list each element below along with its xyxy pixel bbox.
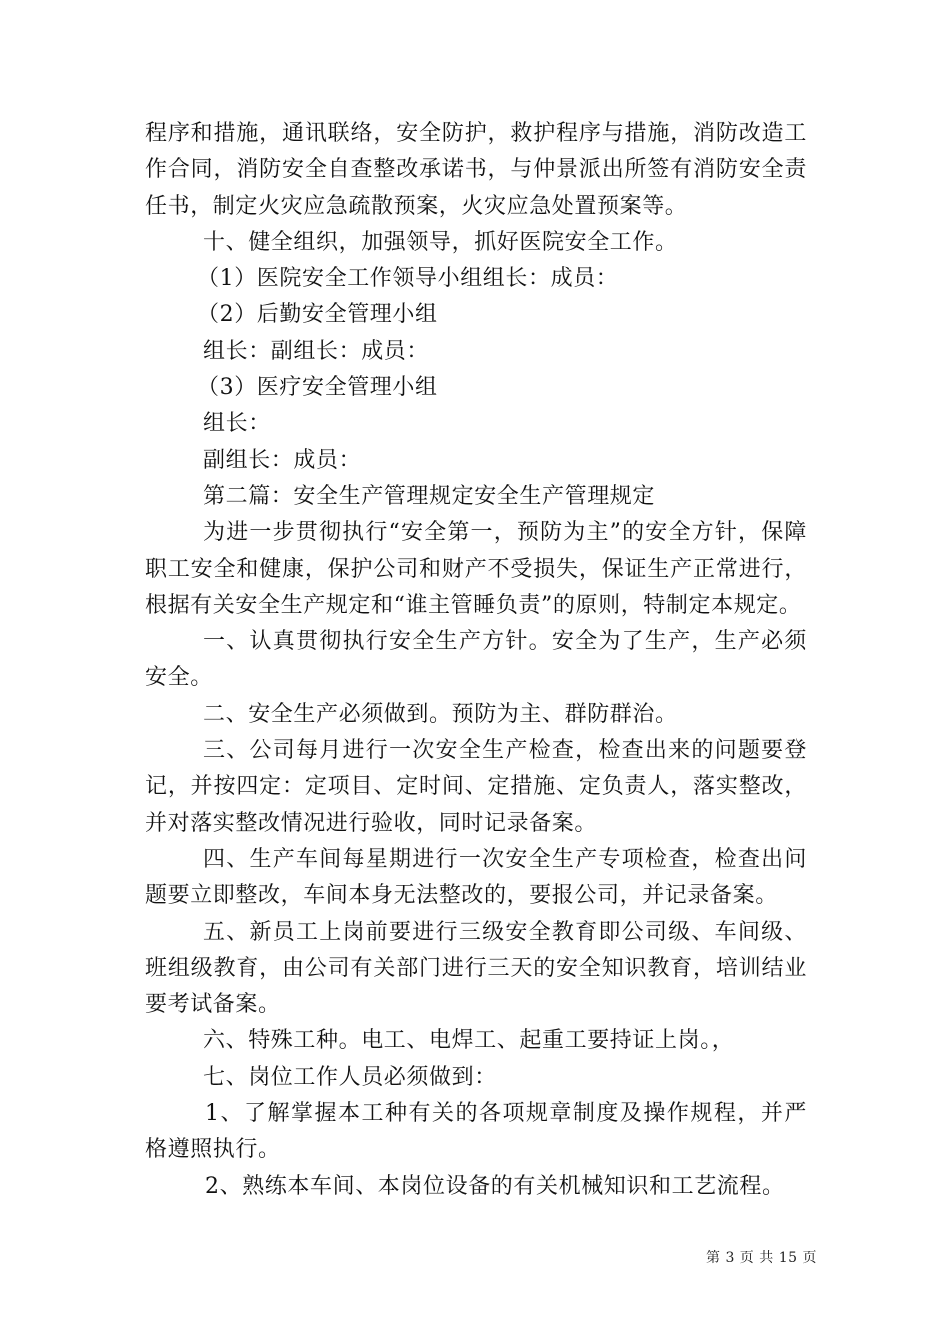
paragraph-rule-four: 四、生产车间每星期进行一次安全生产专项检查，检查出问题要立即整改，车间本身无法整改的，要报公司，并记录备案。 — [145, 846, 807, 909]
paragraph-section-ten: 十、健全组织，加强领导，抓好医院安全工作。 — [203, 229, 678, 255]
paragraph-logistics-group: （2）后勤安全管理小组 — [197, 302, 438, 328]
paragraph-fire-safety-measures: 程序和措施，通讯联络，安全防护，救护程序与措施，消防改造工作合同，消防安全自查整改承诺书，与仲景派出所签有消防安全责任书，制定火灾应急疏散预案，火灾应急处置预案等。 — [145, 121, 807, 219]
paragraph-logistics-members: 组长：副组长：成员： — [203, 338, 430, 364]
page-number-footer: 第 3 页 共 15 页 — [706, 1250, 817, 1266]
section-heading-part-two: 第二篇：安全生产管理规定安全生产管理规定 — [203, 483, 656, 509]
paragraph-item-two: 2、熟练本车间、本岗位设备的有关机械知识和工艺流程。 — [205, 1173, 785, 1199]
paragraph-rule-five: 五、新员工上岗前要进行三级安全教育即公司级、车间级、班组级教育，由公司有关部门进行三天的安全知识教育，培训结业要考试备案。 — [145, 919, 807, 1018]
document-body — [145, 116, 807, 1205]
paragraph-intro: 为进一步贯彻执行“安全第一，预防为主”的安全方针，保障职工安全和健康，保护公司和财产不受损失，保证生产正常进行，根据有关安全生产规定和“谁主管睡负责”的原则，特制定本规定。 — [145, 520, 807, 618]
paragraph-rule-seven: 七、岗位工作人员必须做到： — [203, 1064, 497, 1090]
paragraph-item-one: 1、了解掌握本工种有关的各项规章制度及操作规程，并严格遵照执行。 — [145, 1101, 807, 1163]
paragraph-rule-one: 一、认真贯彻执行安全生产方针。安全为了生产，生产必须安全。 — [145, 629, 807, 691]
paragraph-medical-group: （3）医疗安全管理小组 — [197, 375, 438, 401]
paragraph-medical-members: 副组长：成员： — [203, 447, 362, 473]
paragraph-rule-six: 六、特殊工种。电工、电焊工、起重工要持证上岗。， — [203, 1028, 735, 1054]
paragraph-leadership-group: （1）医院安全工作领导小组组长：成员： — [197, 266, 619, 292]
paragraph-medical-leader: 组长： — [203, 411, 271, 437]
paragraph-rule-three: 三、公司每月进行一次安全生产检查，检查出来的问题要登记，并按四定：定项目、定时间、定措施、定负责人，落实整改，并对落实整改情况进行验收，同时记录备案。 — [145, 738, 807, 836]
paragraph-rule-two: 二、安全生产必须做到。预防为主、群防群治。 — [203, 701, 678, 727]
